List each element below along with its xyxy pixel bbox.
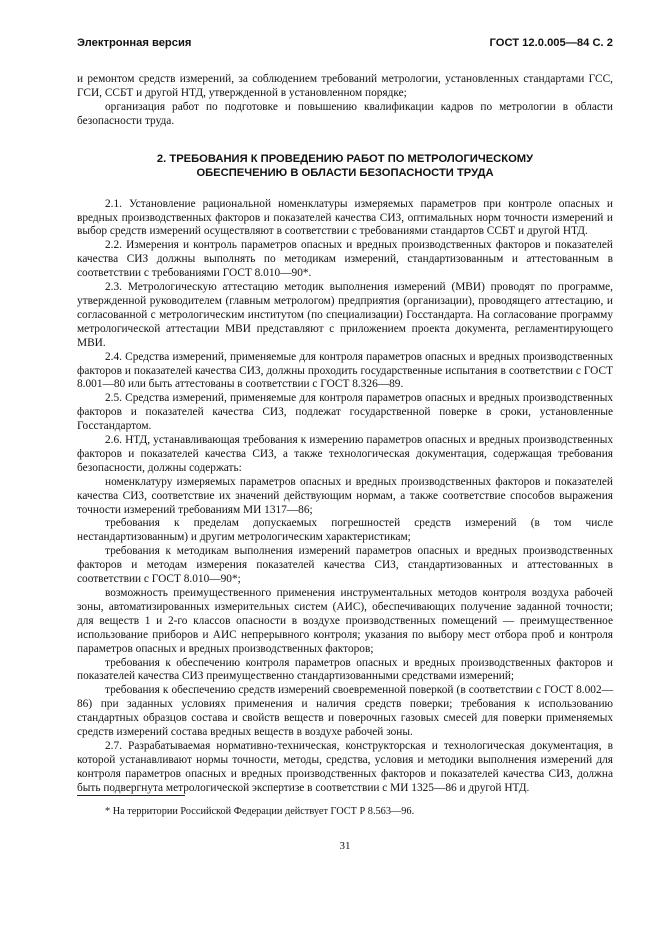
footnote: * На территории Российской Федерации действует ГОСТ Р 8.563—96.	[105, 806, 415, 817]
list-item: требования к методикам выполнения измерений параметров опасных и вредных производственных факторов и методам измерения показателей качества СИЗ, стандартизованных и аттестованных в соответствии с ГОСТ 8.010—90*;	[77, 545, 613, 586]
section-title-line-1: 2. ТРЕБОВАНИЯ К ПРОВЕДЕНИЮ РАБОТ ПО МЕТРОЛОГИЧЕСКОМУ	[156, 152, 534, 165]
list-item: требования к обеспечению контроля параметров опасных и вредных производственных факторов и показателей качества СИЗ преимущественно стандартизованными средствами измерений;	[77, 656, 613, 683]
list-item: требования к обеспечению средств измерений своевременной поверкой (в соответствии с ГОСТ 8.002—86) при заданных условиях применения и наличия средств поверки; требования к использованию стандартных образцов состава и свойств веществ и поверочных газовых смесей для поверки применяемых средств измерений состава вредных веществ в воздухе рабочей зоны.	[77, 684, 613, 739]
clause-2-1: 2.1. Установление рациональной номенклатуры измеряемых параметров при контроле опасных и вредных производственных факторов и показателей качества СИЗ, оптимальных норм точности измерений и выбор средств измерений осуществляют в соответствии с требованиями стандартов ССБТ и другой НТД.	[77, 197, 613, 238]
page-number: 31	[339, 840, 351, 852]
header-standard-page: ГОСТ 12.0.005—84 С. 2	[489, 37, 613, 49]
section-title	[77, 152, 613, 181]
list-item: требования к пределам допускаемых погрешностей средств измерений (в том числе нестандартизованным) и другим метрологическим характеристикам;	[77, 517, 613, 544]
clause-2-6: 2.6. НТД, устанавливающая требования к измерению параметров опасных и вредных производственных факторов и показателей качества СИЗ, а также технологическая документация, содержащая требования безопасности, должны содержать:	[77, 434, 613, 474]
document-body	[77, 73, 613, 796]
section-title-line-2: ОБЕСПЕЧЕНИЮ В ОБЛАСТИ БЕЗОПАСНОСТИ ТРУДА	[196, 167, 494, 180]
clause-2-3: 2.3. Метрологическую аттестацию методик выполнения измерений (МВИ) проводят по программе, утвержденной руководителем (главным метрологом) предприятия (организации), проводящего аттестацию, и согласованной с метрологическим институтом (по специализации) Госстандарта. На согласование программу метрологической аттестации МВИ представляют с приложением проекта документа, регламентирующего МВИ.	[77, 281, 613, 349]
list-item: возможность преимущественного применения инструментальных методов контроля воздуха рабочей зоны, автоматизированных измерительных систем (АИС), обеспечивающих получение заданной точности; для веществ 1 и 2-го классов опасности в воздухе производственных помещений — преимущественное использование приборов и АИС непрерывного контроля; указания по выбору мест отбора проб и контроля параметров опасных и вредных производственных факторов;	[77, 587, 613, 655]
clause-2-2: 2.2. Измерения и контроль параметров опасных и вредных производственных факторов и показателей качества СИЗ должны выполнять по методикам измерений, стандартизованным и аттестованным в соответствии с требованиями ГОСТ 8.010—90*.	[77, 239, 613, 280]
paragraph: организация работ по подготовке и повышению квалификации кадров по метрологии в области безопасности труда.	[77, 100, 613, 127]
list-item: номенклатуру измеряемых параметров опасных и вредных производственных факторов и показателей качества СИЗ, соответствие их значений действующим нормам, а также соответствие способов выражения точности измерений требованиям МИ 1317—86;	[77, 475, 613, 516]
paragraph-continuation: и ремонтом средств измерений, за соблюдением требований метрологии, установленных стандартами ГСС, ГСИ, ССБТ и другой НТД, утвержденной в установленном порядке;	[77, 73, 613, 99]
header-edition-label: Электронная версия	[77, 37, 192, 49]
clause-2-5: 2.5. Средства измерений, применяемые для контроля параметров опасных и вредных производственных факторов и показателей качества СИЗ, подлежат государственной поверке в сроки, установленные Госстандартом.	[77, 392, 613, 433]
clause-2-4: 2.4. Средства измерений, применяемые для контроля параметров опасных и вредных производственных факторов и показателей качества СИЗ, должны проходить государственные испытания в соответствии с ГОСТ 8.001—80 или быть аттестованы в соответствии с ГОСТ 8.326—89.	[77, 350, 613, 391]
clause-2-7: 2.7. Разрабатываемая нормативно-техническая, конструкторская и технологическая документация, в которой устанавливают нормы точности, методы, средства, условия и методики выполнения измерений для контроля параметров опасных и вредных производственных факторов и показателей качества СИЗ, должна быть подвергнута метрологической экспертизе в соответствии с МИ 1325—86 и другой НТД.	[77, 739, 613, 794]
footnote-divider	[77, 795, 185, 796]
document-page	[77, 0, 613, 935]
